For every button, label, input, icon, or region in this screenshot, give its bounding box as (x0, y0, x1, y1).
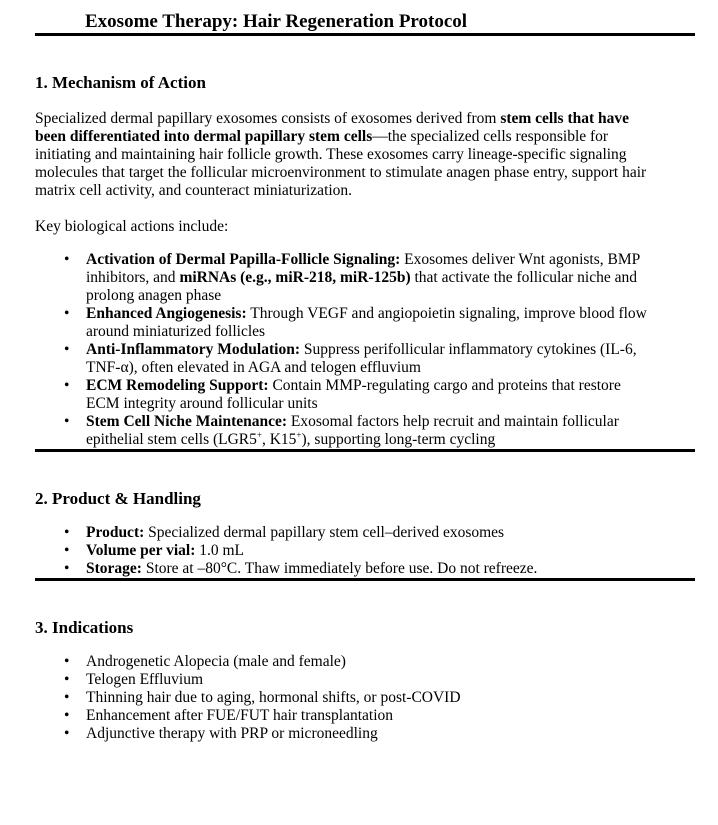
doc-title: Exosome Therapy: Hair Regeneration Protocol (85, 11, 468, 32)
bullet-item: • Anti-Inflammatory Modulation: Suppress perifollicular inflammatory cytokines (IL-6, TNF-α), often elevated in AGA and telogen effluvium (35, 341, 657, 377)
bullet-item: • Thinning hair due to aging, hormonal shifts, or post-COVID (35, 689, 657, 707)
section-divider (35, 33, 695, 36)
section-heading-mechanism: 1. Mechanism of Action (35, 73, 206, 92)
product-handling-bullet-list (35, 524, 657, 578)
bullet-item: • Product: Specialized dermal papillary stem cell–derived exosomes (35, 524, 657, 542)
mechanism-intro-paragraph: Specialized dermal papillary exosomes consists of exosomes derived from stem cells that have been differentiated into dermal papillary stem cells—the specialized cells responsible for initiating and maintaining hair follicle growth. These exosomes carry lineage-specific signaling molecules that target the follicular microenvironment to stimulate anagen phase entry, support hair matrix cell activity, and counteract miniaturization. (35, 110, 647, 199)
bullet-item: • Androgenetic Alopecia (male and female) (35, 653, 657, 671)
bullet-item: • Storage: Store at –80°C. Thaw immediately before use. Do not refreeze. (35, 560, 657, 578)
bullet-item: • ECM Remodeling Support: Contain MMP-regulating cargo and proteins that restore ECM integrity around follicular units (35, 377, 657, 413)
key-actions-lead-in: Key biological actions include: (35, 218, 229, 235)
section-divider (35, 449, 695, 452)
bullet-item: • Adjunctive therapy with PRP or microneedling (35, 725, 657, 743)
bullet-item: • Stem Cell Niche Maintenance: Exosomal factors help recruit and maintain follicular epithelial stem cells (LGR5+, K15+), supporting long-term cycling (35, 413, 657, 449)
bullet-item: • Volume per vial: 1.0 mL (35, 542, 657, 560)
bullet-item: • Activation of Dermal Papilla-Follicle Signaling: Exosomes deliver Wnt agonists, BMP inhibitors, and miRNAs (e.g., miR-218, miR-125b) that activate the follicular niche and prolong anagen phase (35, 251, 657, 305)
bullet-item: • Telogen Effluvium (35, 671, 657, 689)
section-heading-product-handling: 2. Product & Handling (35, 489, 201, 508)
section-divider (35, 578, 695, 581)
bullet-item: • Enhancement after FUE/FUT hair transplantation (35, 707, 657, 725)
mechanism-bullet-list (35, 251, 657, 449)
bullet-item: • Enhanced Angiogenesis: Through VEGF and angiopoietin signaling, improve blood flow around miniaturized follicles (35, 305, 657, 341)
indications-bullet-list (35, 653, 657, 743)
section-heading-indications: 3. Indications (35, 618, 134, 637)
